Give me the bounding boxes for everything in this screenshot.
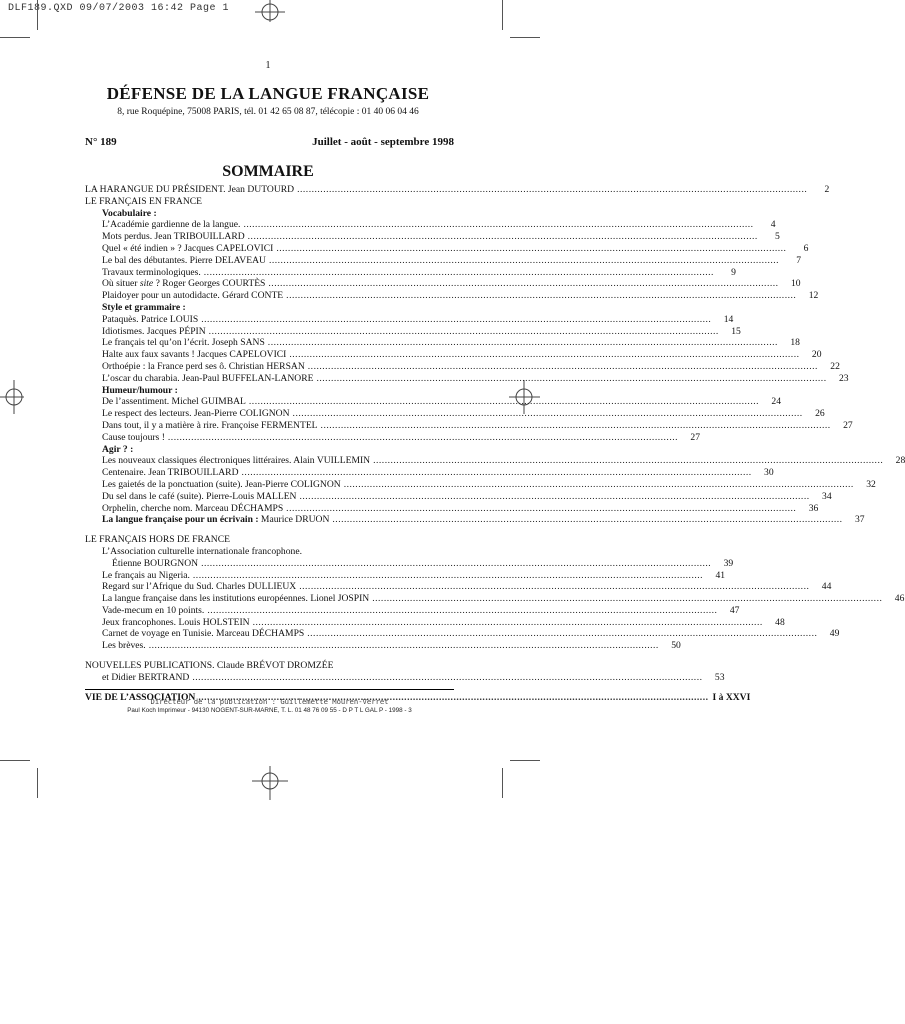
toc-entry: Les gaietés de la ponctuation (suite). Jean-Pierre COLIGNON ..... 32 — [85, 479, 454, 491]
toc-entry: L’Académie gardienne de la langue. ..... 4 — [85, 219, 454, 231]
toc-entry: Le bal des débutantes. Pierre DELAVEAU ..... 7 — [85, 255, 454, 267]
publication-director: Directeur de la publication : Guillemette Mouren-Verret — [150, 697, 389, 706]
registration-mark-top — [255, 0, 285, 24]
toc-entry-line: L’Association culturelle internationale francophone. — [102, 545, 302, 557]
toc-entry: Jeux francophones. Louis HOLSTEIN ..... 48 — [85, 617, 454, 629]
toc-entry: Orthoépie : la France perd ses ô. Christian HERSAN ..... 22 — [85, 361, 454, 373]
toc-entry: Cause toujours ! ..... 27 — [85, 432, 454, 444]
toc-entry: et Didier BERTRAND ..... 53 — [85, 672, 454, 684]
toc-entry: Le respect des lecteurs. Jean-Pierre COLIGNON ..... 26 — [85, 408, 454, 420]
publication-title: DÉFENSE DE LA LANGUE FRANÇAISE — [106, 84, 430, 103]
toc-entry: La langue française dans les institutions européennes. Lionel JOSPIN ..... 46 — [85, 593, 454, 605]
section-heading-hors-france: LE FRANÇAIS HORS DE FRANCE — [85, 534, 230, 546]
table-of-contents — [85, 184, 905, 703]
toc-entry: Halte aux faux savants ! Jacques CAPELOVICI ..... 20 — [85, 349, 454, 361]
registration-mark-bottom — [252, 766, 288, 800]
toc-entry: Mots perdus. Jean TRIBOUILLARD ..... 5 — [85, 231, 454, 243]
toc-entry: Du sel dans le café (suite). Pierre-Louis MALLEN ..... 34 — [85, 491, 454, 503]
category-agir: Agir ? : — [102, 443, 134, 455]
toc-entry: Centenaire. Jean TRIBOUILLARD ..... 30 — [85, 467, 454, 479]
crop-mark — [0, 37, 30, 38]
toc-entry: Les brèves. ..... 50 — [85, 640, 454, 652]
crop-mark — [502, 768, 503, 798]
section-heading-france: LE FRANÇAIS EN FRANCE — [85, 195, 203, 207]
footer-divider — [85, 689, 454, 690]
issue-date: Juillet - août - septembre 1998 — [312, 136, 454, 148]
page-number: 1 — [265, 60, 271, 71]
toc-entry-vie-association: VIE DE L’ASSOCIATION ..... I à XXVI — [85, 692, 454, 704]
toc-entry: Plaidoyer pour un autodidacte. Gérard CONTE ..... 12 — [85, 290, 454, 302]
toc-entry: Pataquès. Patrice LOUIS ..... 14 — [85, 314, 454, 326]
toc-entry: Travaux terminologiques. ..... 9 — [85, 267, 454, 279]
toc-entry: Carnet de voyage en Tunisie. Marceau DÉCHAMPS ..... 49 — [85, 628, 454, 640]
file-slug: DLF189.QXD 09/07/2003 16:42 Page 1 — [8, 3, 230, 14]
toc-entry: L’oscar du charabia. Jean-Paul BUFFELAN-LANORE ..... 23 — [85, 373, 454, 385]
registration-mark-left — [0, 380, 24, 414]
toc-entry: Où situer site ? Roger Georges COURTÈS ..... 10 — [85, 278, 454, 290]
toc-entry: Le français tel qu’on l’écrit. Joseph SANS ..... 18 — [85, 337, 454, 349]
toc-entry: Les nouveaux classiques électroniques littéraires. Alain VUILLEMIN ..... 28 — [85, 455, 454, 467]
crop-mark — [37, 0, 38, 30]
toc-entry: La langue française pour un écrivain : Maurice DRUON ..... 37 — [85, 514, 454, 526]
category-vocabulaire: Vocabulaire : — [102, 207, 157, 219]
toc-entry: De l’assentiment. Michel GUIMBAL ..... 24 — [85, 396, 454, 408]
toc-entry: Le français au Nigeria. ..... 41 — [85, 570, 454, 582]
toc-entry: Quel « été indien » ? Jacques CAPELOVICI ..... 6 — [85, 243, 454, 255]
crop-mark — [37, 768, 38, 798]
toc-entry: Vade-mecum en 10 points. ..... 47 — [85, 605, 454, 617]
toc-entry: Étienne BOURGNON ..... 39 — [85, 558, 454, 570]
category-style: Style et grammaire : — [102, 301, 186, 313]
crop-mark — [0, 760, 30, 761]
printer-line: Paul Koch Imprimeur - 94130 NOGENT-SUR-MARNE, T. L. 01 48 76 09 55 - D P T L GAL P - 1998 - 3 — [127, 707, 412, 714]
toc-entry: Idiotismes. Jacques PÉPIN ..... 15 — [85, 326, 454, 338]
issue-number: N° 189 — [85, 136, 117, 148]
toc-entry: LA HARANGUE DU PRÉSIDENT. Jean DUTOURD ..... 2 — [85, 184, 454, 196]
toc-entry: Regard sur l’Afrique du Sud. Charles DULLIEUX ..... 44 — [85, 581, 454, 593]
toc-entry: Orphelin, cherche nom. Marceau DÉCHAMPS ..... 36 — [85, 503, 454, 515]
contents-heading: SOMMAIRE — [222, 163, 314, 180]
publication-address: 8, rue Roquépine, 75008 PARIS, tél. 01 42 65 08 87, télécopie : 01 40 06 04 46 — [117, 107, 419, 117]
crop-mark — [510, 37, 540, 38]
toc-entry: Dans tout, il y a matière à rire. Françoise FERMENTEL ..... 27 — [85, 420, 454, 432]
crop-mark — [510, 760, 540, 761]
section-heading-nouvelles: NOUVELLES PUBLICATIONS. Claude BRÉVOT DROMZÉE — [85, 660, 334, 672]
crop-mark — [502, 0, 503, 30]
category-humeur: Humeur/humour : — [102, 384, 178, 396]
